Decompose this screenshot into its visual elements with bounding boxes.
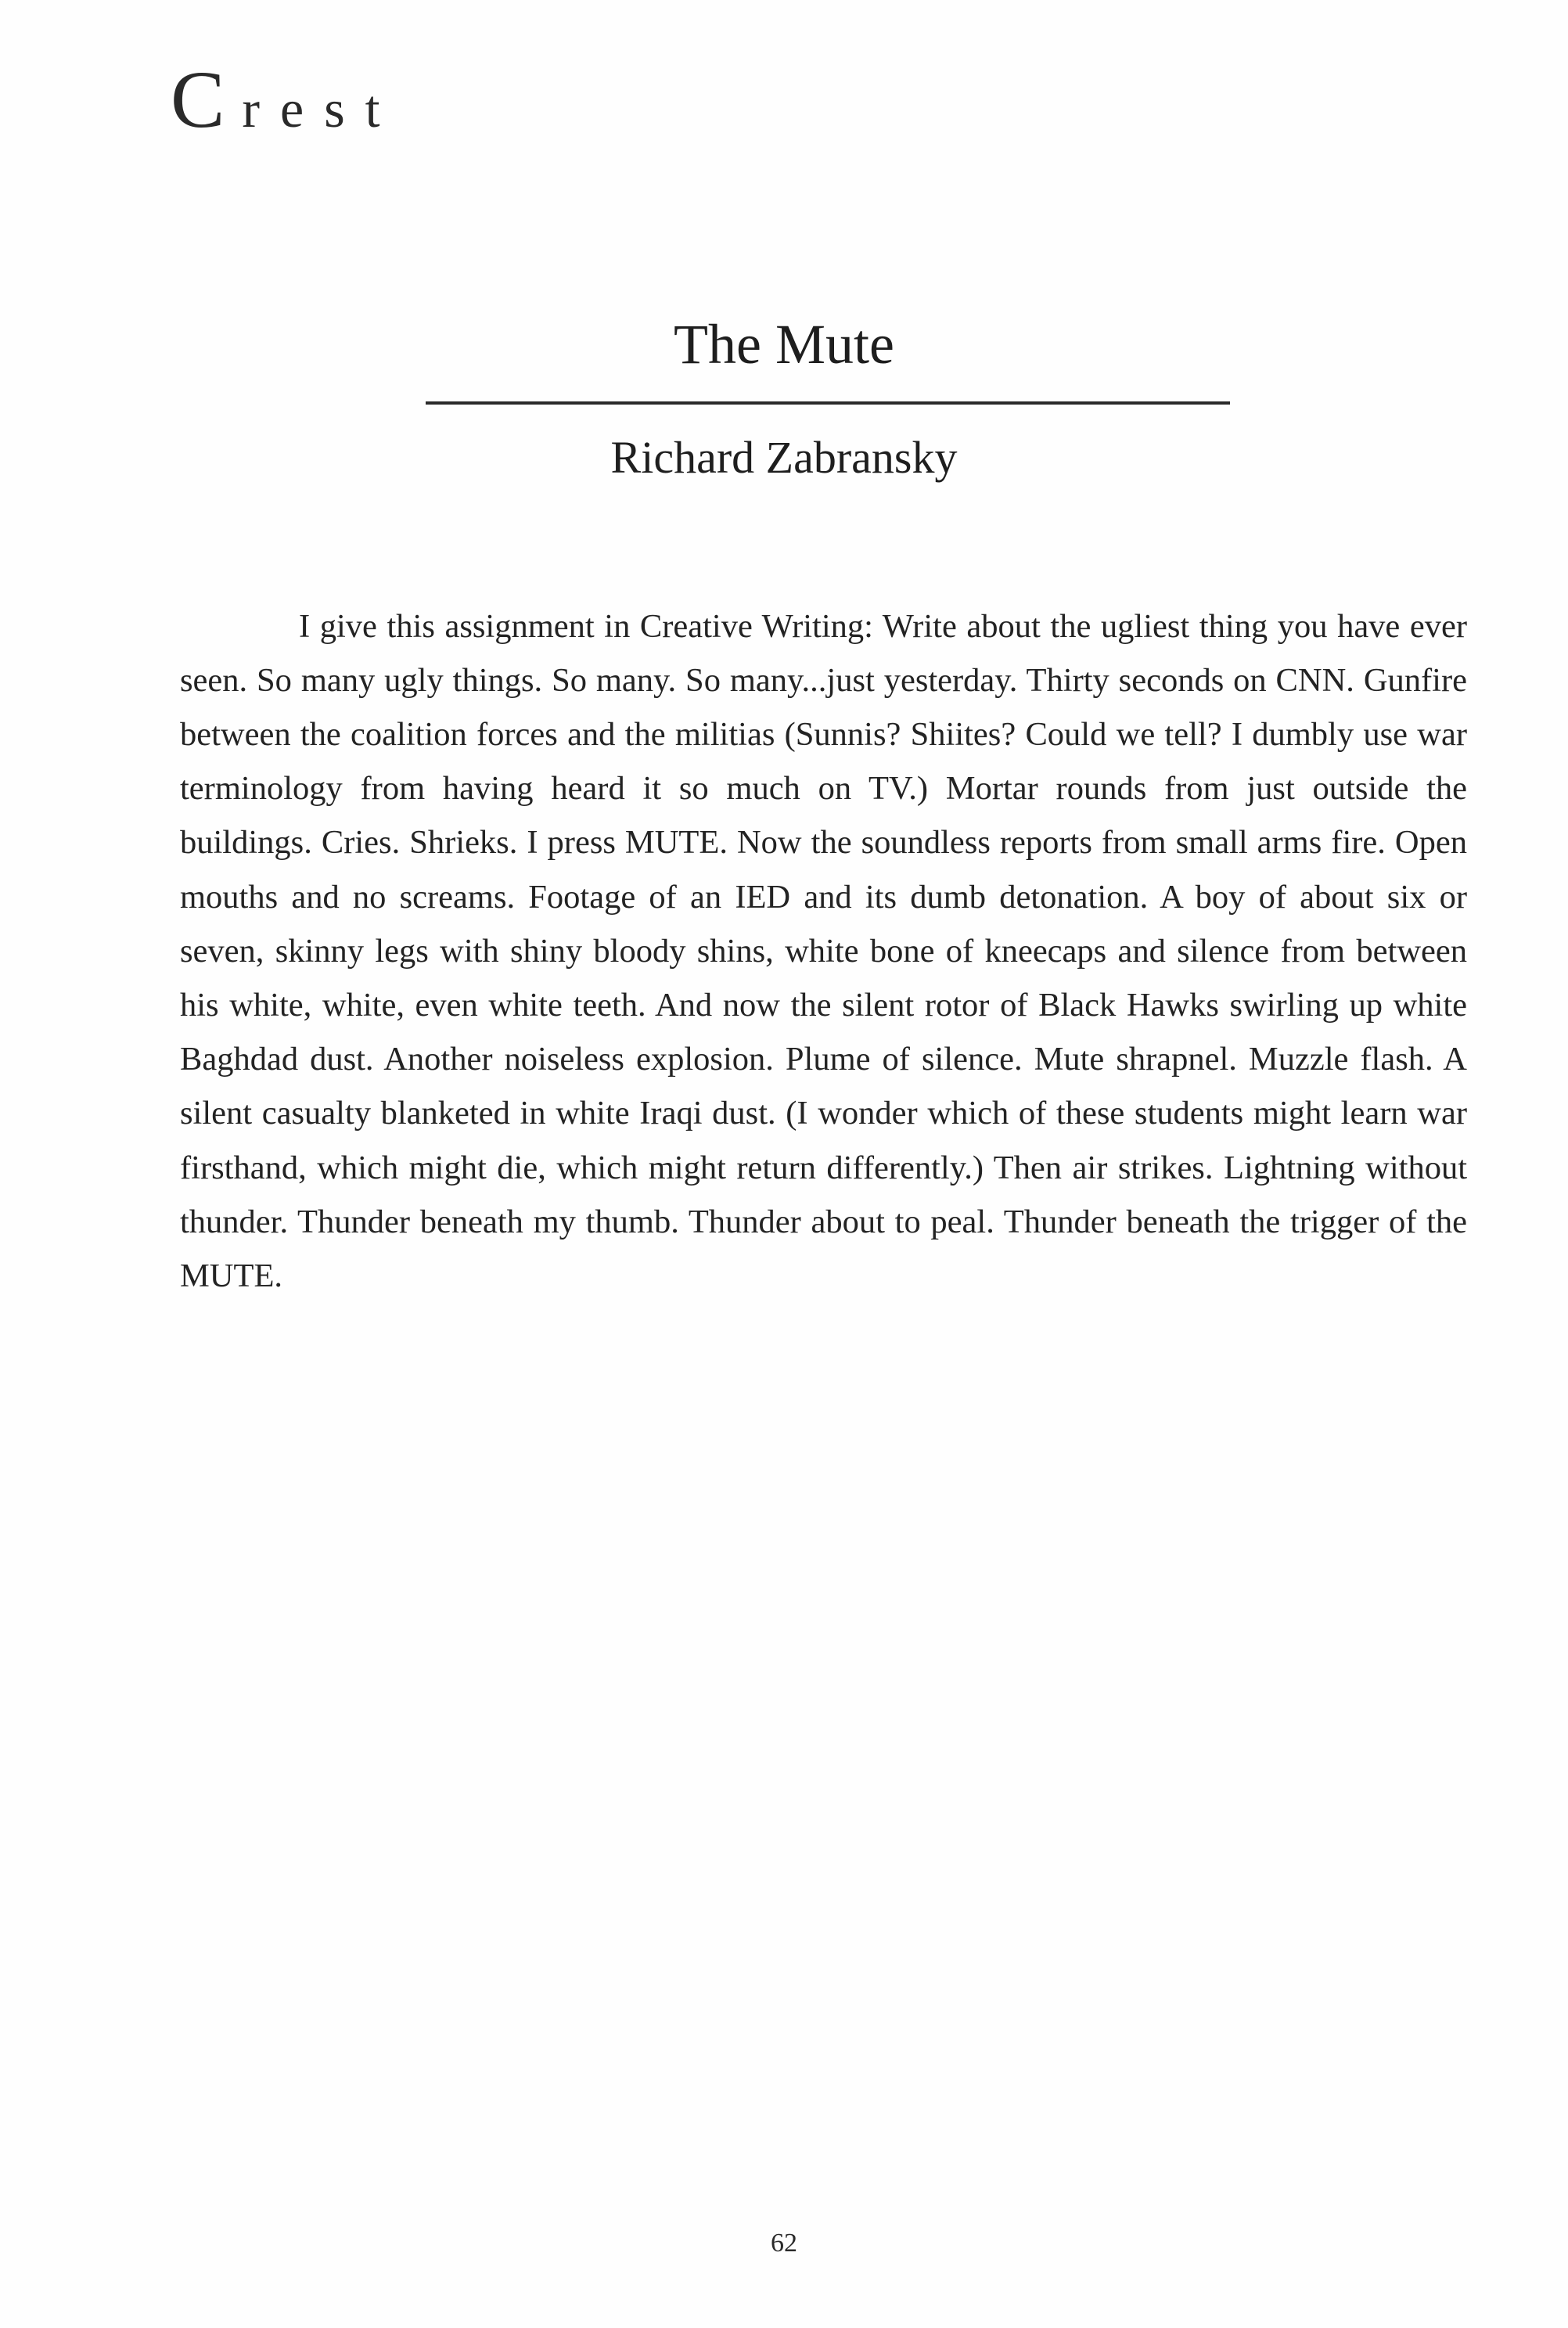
page-number: 62	[771, 2229, 797, 2258]
journal-name-initial: C	[171, 55, 225, 145]
article-author: Richard Zabransky	[610, 432, 958, 483]
journal-name	[171, 55, 401, 145]
title-divider	[426, 401, 1230, 405]
journal-name-rest: rest	[242, 79, 401, 139]
article-title: The Mute	[674, 313, 894, 376]
article-body: I give this assignment in Creative Writing: Write about the ugliest thing you have ever seen. So many ugly things. So many. So many...just yesterday. Thirty seconds on CNN. Gunfire between the coalition forces and the militias (Sunnis? Shiites? Could we tell? I dumbly use war terminology from having heard it so much on TV.) Mortar rounds from just outside the buildings. Cries. Shrieks. I press MUTE. Now the soundless reports from small arms fire. Open mouths and no screams. Footage of an IED and its dumb detonation. A boy of about six or seven, skinny legs with shiny bloody shins, white bone of kneecaps and silence from between his white, white, even white teeth. And now the silent rotor of Black Hawks swirling up white Baghdad dust. Another noiseless explosion. Plume of silence. Mute shrapnel. Muzzle flash. A silent casualty blanketed in white Iraqi dust. (I wonder which of these students might learn war firsthand, which might die, which might return differently.) Then air strikes. Lightning without thunder. Thunder beneath my thumb. Thunder about to peal. Thunder beneath the trigger of the MUTE.	[180, 607, 1467, 1294]
